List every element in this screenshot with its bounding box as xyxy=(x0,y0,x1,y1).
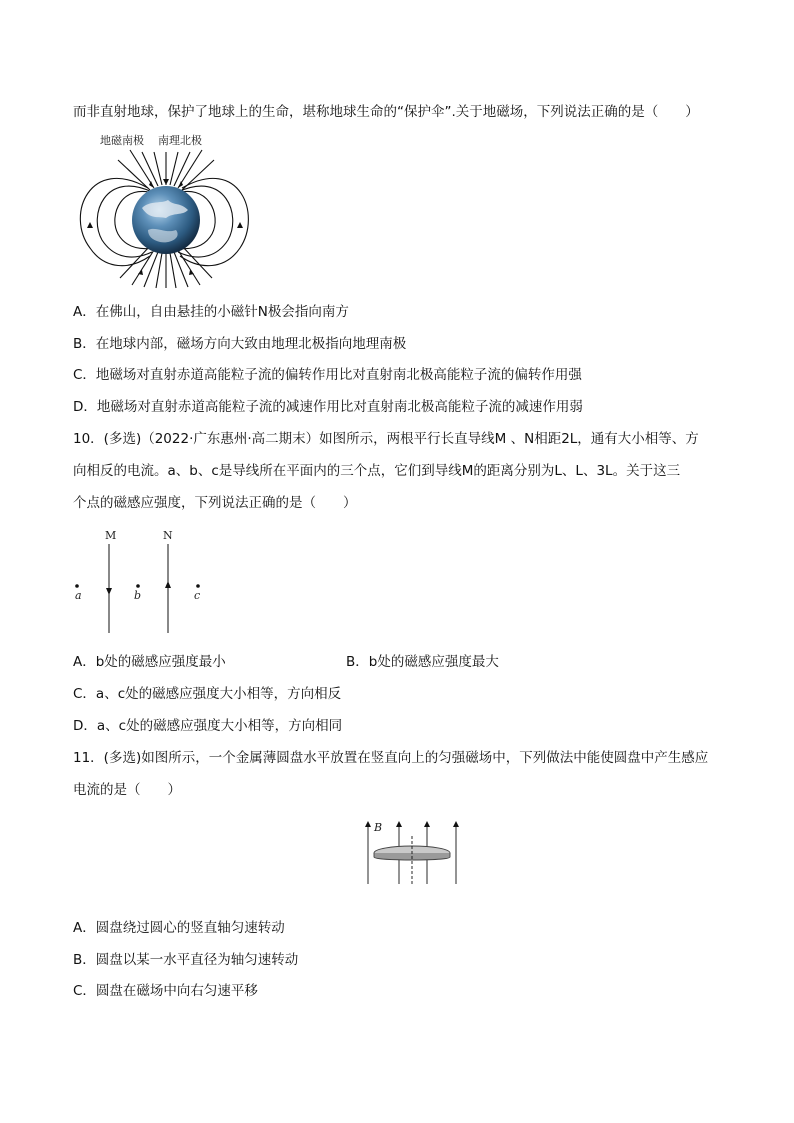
point-a-dot xyxy=(75,584,79,588)
point-b-dot xyxy=(136,584,140,588)
q11-text-line-1: 11．(多选)如图所示，一个金属薄圆盘水平放置在竖直向上的匀强磁场中，下列做法中能使圆盘中产生感应 xyxy=(73,750,709,766)
label-geomagnetic-south: 地磁南极 xyxy=(100,134,144,147)
q10-option-a[interactable]: A．b处的磁感应强度最小 xyxy=(73,654,226,670)
q9-option-c[interactable]: C．地磁场对直射赤道高能粒子流的偏转作用比对直射南北极高能粒子流的偏转作用强 xyxy=(73,367,582,383)
q10-text-line-2: 向相反的电流。a、b、c是导线所在平面内的三个点，它们到导线M的距离分别为L、L、3L。关于这三 xyxy=(73,463,681,479)
q9-option-a[interactable]: A．在佛山，自由悬挂的小磁针N极会指向南方 xyxy=(73,304,349,320)
earth-magnetic-field-figure xyxy=(70,130,255,290)
earth-globe xyxy=(132,186,200,254)
label-wire-n: N xyxy=(163,529,173,542)
q10-text-line-3: 个点的磁感应强度，下列说法正确的是（ ） xyxy=(73,495,357,511)
label-point-c: c xyxy=(194,589,201,602)
disk-in-field-figure xyxy=(362,818,462,888)
q10-option-c[interactable]: C．a、c处的磁感应强度大小相等，方向相反 xyxy=(73,686,342,702)
q9-option-d[interactable]: D．地磁场对直射赤道高能粒子流的减速作用比对直射南北极高能粒子流的减速作用弱 xyxy=(73,399,583,415)
q9-option-b[interactable]: B．在地球内部，磁场方向大致由地理北极指向地理南极 xyxy=(73,336,407,352)
q11-option-a[interactable]: A．圆盘绕过圆心的竖直轴匀速转动 xyxy=(73,920,285,936)
wire-n-current-up-arrow xyxy=(165,581,171,588)
disk-diagram xyxy=(362,818,462,888)
label-point-b: b xyxy=(134,589,142,602)
intro-text: 而非直射地球，保护了地球上的生命，堪称地球生命的“保护伞”.关于地磁场，下列说法正确的是（ ） xyxy=(73,104,699,120)
label-point-a: a xyxy=(75,589,82,602)
parallel-wires-figure xyxy=(70,527,215,637)
wires-diagram xyxy=(70,527,215,637)
wire-m-current-down-arrow xyxy=(106,588,112,595)
q10-option-b[interactable]: B．b处的磁感应强度最大 xyxy=(346,654,499,670)
point-c-dot xyxy=(196,584,200,588)
q11-text-line-2: 电流的是（ ） xyxy=(73,782,181,798)
q10-option-d[interactable]: D．a、c处的磁感应强度大小相等，方向相同 xyxy=(73,718,343,734)
label-wire-m: M xyxy=(105,529,117,542)
label-geographic-north: 南理北极 xyxy=(158,134,202,147)
label-field-b: B xyxy=(374,821,383,834)
q10-text-line-1: 10．(多选)（2022·广东惠州·高二期末）如图所示，两根平行长直导线M 、N相距2L，通有大小相等、方 xyxy=(73,431,699,447)
q11-option-b[interactable]: B．圆盘以某一水平直径为轴匀速转动 xyxy=(73,952,299,968)
earth-field-diagram xyxy=(70,130,255,290)
q11-option-c[interactable]: C．圆盘在磁场中向右匀速平移 xyxy=(73,983,258,999)
